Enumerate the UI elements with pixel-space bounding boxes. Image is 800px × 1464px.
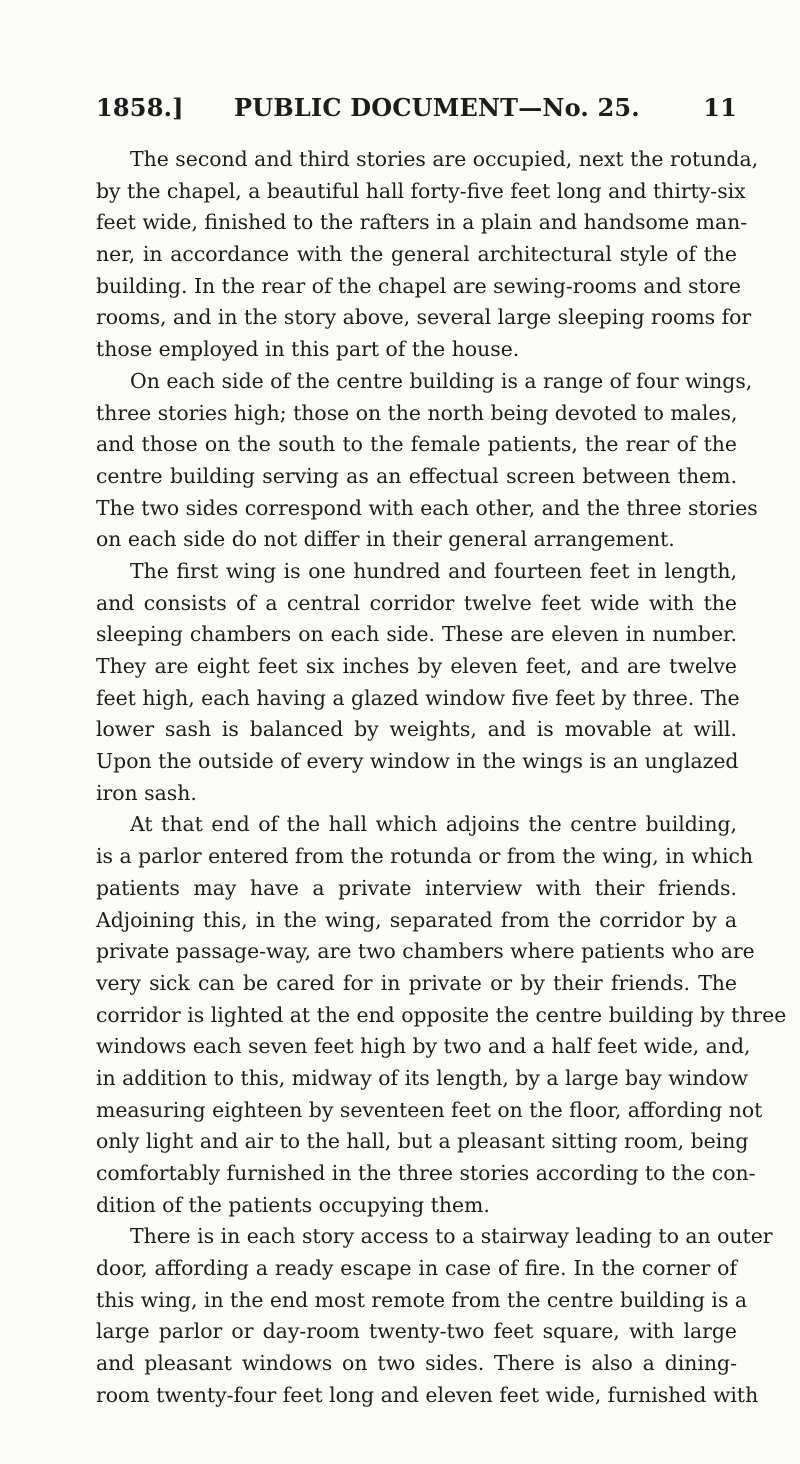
text-line: iron sash. [96, 780, 197, 805]
text-line: comfortably furnished in the three stories according to the con- [96, 1161, 756, 1185]
text-line: The two sides correspond with each other, and the three stories [96, 495, 758, 520]
header-year: 1858.] [96, 93, 184, 122]
paragraph [96, 1221, 773, 1411]
body-text [96, 144, 787, 1412]
text-line: only light and air to the hall, but a pleasant sitting room, being [96, 1129, 749, 1154]
text-line: At that end of the hall which adjoins the centre building, [130, 812, 737, 837]
text-line: this wing, in the end most remote from the centre building is a [96, 1287, 748, 1312]
text-line: and those on the south to the female patients, the rear of the [96, 432, 737, 457]
text-line: very sick can be cared for in private or by their friends. The [96, 970, 737, 995]
text-line: rooms, and in the story above, several large sleeping rooms for [96, 305, 752, 330]
text-line: centre building serving as an effectual screen between them. [96, 463, 737, 488]
text-line: The first wing is one hundred and fourteen feet in length, [130, 558, 737, 583]
text-line: patients may have a private interview with their friends. [96, 875, 737, 900]
text-line: sleeping chambers on each side. These are eleven in number. [96, 622, 737, 647]
text-line: is a parlor entered from the rotunda or from the wing, in which [96, 844, 754, 869]
text-line: lower sash is balanced by weights, and is movable at will. [96, 717, 737, 742]
text-line: ner, in accordance with the general architectural style of the [96, 242, 737, 267]
running-header [96, 93, 737, 133]
text-line: those employed in this part of the house. [96, 337, 520, 362]
text-line: private passage-way, are two chambers where patients who are [96, 939, 755, 964]
text-line: Upon the outside of every window in the wings is an unglazed [96, 749, 739, 774]
paragraph [96, 556, 740, 810]
text-line: room twenty-four feet long and eleven feet wide, furnished with [96, 1382, 759, 1407]
text-line: windows each seven feet high by two and a half feet wide, and, [96, 1034, 751, 1059]
text-line: building. In the rear of the chapel are sewing-rooms and store [96, 273, 741, 298]
text-line: They are eight feet six inches by eleven feet, and are twelve [96, 654, 737, 678]
text-line: on each side do not differ in their general arrangement. [96, 527, 675, 552]
text-line: and pleasant windows on two sides. There is also a dining- [96, 1351, 737, 1376]
text-line: and consists of a central corridor twelve feet wide with the [96, 590, 737, 615]
text-line: feet high, each having a glazed window five feet by three. The [96, 685, 740, 710]
paragraph [96, 144, 759, 366]
page-number: 11 [703, 93, 737, 122]
text-line: The second and third stories are occupied, next the rotunda, [130, 147, 759, 171]
text-line: measuring eighteen by seventeen feet on the floor, affording not [96, 1097, 763, 1122]
text-line: corridor is lighted at the end opposite the centre building by three [96, 1002, 787, 1027]
text-line: large parlor or day-room twenty-two feet square, with large [96, 1319, 737, 1344]
text-line: There is in each story access to a stairway leading to an outer [130, 1224, 773, 1249]
header-title: PUBLIC DOCUMENT—No. 25. [234, 93, 640, 122]
text-line: by the chapel, a beautiful hall forty-five feet long and thirty-six [96, 178, 746, 203]
text-line: On each side of the centre building is a range of four wings, [130, 368, 753, 393]
text-line: dition of the patients occupying them. [96, 1192, 490, 1217]
paragraph [96, 809, 787, 1221]
text-line: three stories high; those on the north being devoted to males, [96, 400, 738, 425]
text-line: in addition to this, midway of its length, by a large bay window [96, 1065, 749, 1090]
text-line: door, affording a ready escape in case of fire. In the corner of [96, 1256, 737, 1281]
paragraph [96, 366, 758, 556]
text-line: feet wide, finished to the rafters in a plain and handsome man- [96, 210, 748, 235]
text-line: Adjoining this, in the wing, separated from the corridor by a [96, 907, 737, 932]
